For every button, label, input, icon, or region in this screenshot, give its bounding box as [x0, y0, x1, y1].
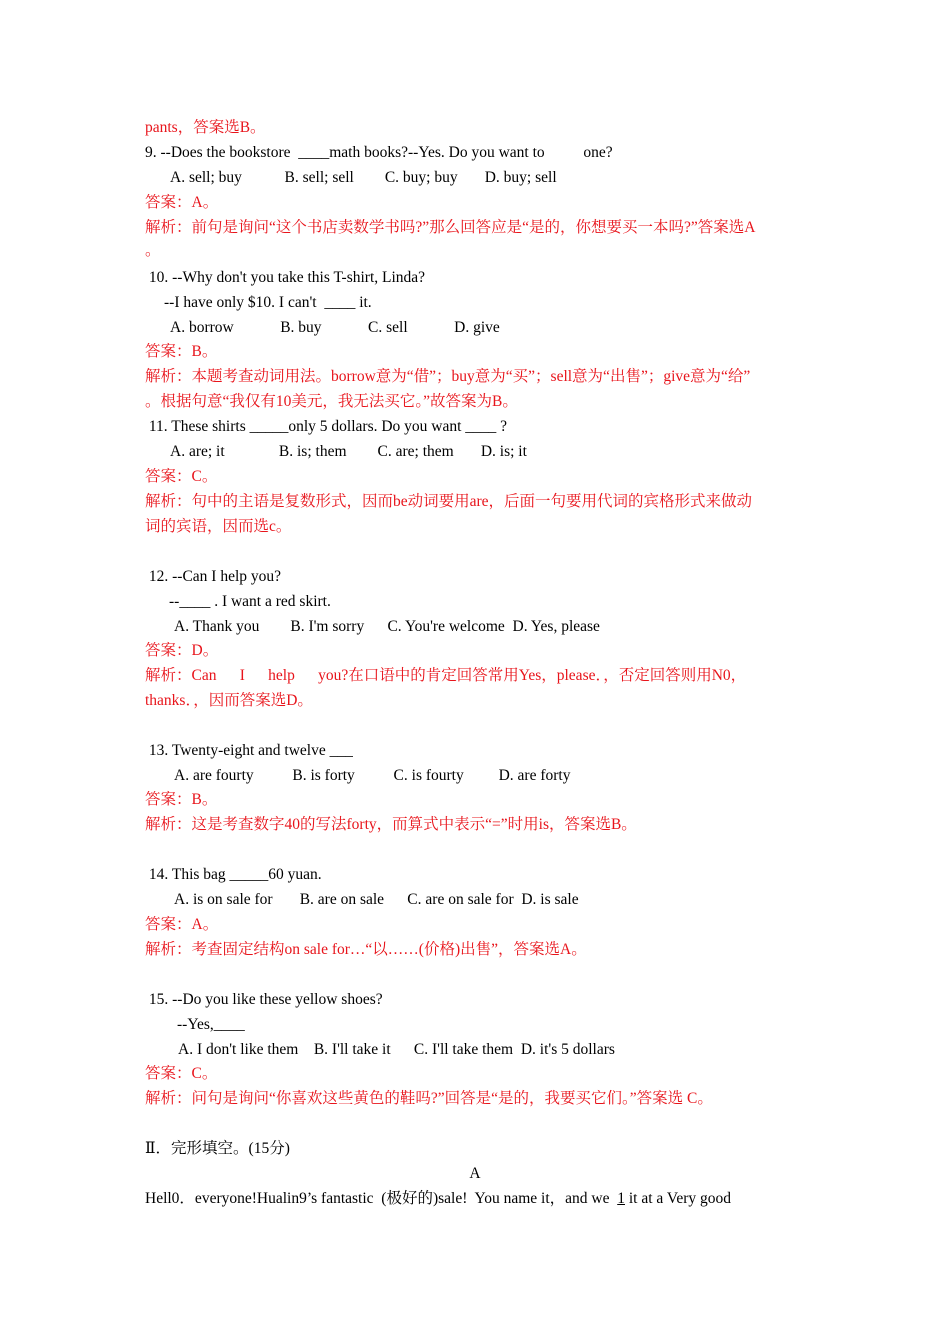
question-9: 9. --Does the bookstore ____math books?--Yes. Do you want to one? [145, 144, 613, 161]
question-15-reply: --Yes,____ [177, 1016, 245, 1033]
question-14: 14. This bag _____60 yuan. [145, 866, 322, 883]
explanation-12-cont: thanks．，因而答案选D。 [145, 692, 313, 709]
answer-11: 答案：C。 [145, 468, 218, 485]
answer-12: 答案：D。 [145, 642, 219, 659]
question-12-options: A. Thank you B. I'm sorry C. You're welcome D. Yes, please [174, 618, 600, 635]
answer-10: 答案：B。 [145, 343, 218, 360]
question-10-options: A. borrow B. buy C. sell D. give [170, 319, 500, 336]
answer-14: 答案：A。 [145, 916, 219, 933]
explanation-13: 解析：这是考查数字40的写法forty，而算式中表示“=”时用is，答案选B。 [145, 816, 637, 833]
question-12: 12. --Can I help you? [145, 568, 282, 585]
explanation-15: 解析：问句是询问“你喜欢这些黄色的鞋吗?”回答是“是的，我要买它们。”答案选 C。 [145, 1090, 713, 1107]
explanation-14: 解析：考查固定结构on sale for…“以……(价格)出售”，答案选A。 [145, 941, 587, 958]
question-13: 13. Twenty-eight and twelve ___ [145, 742, 353, 759]
question-11-options: A. are; it B. is; them C. are; them D. is; it [170, 443, 527, 460]
explanation-10: 解析：本题考查动词用法。borrow意为“借”；buy意为“买”；sell意为“出售”；give意为“给” [145, 368, 751, 385]
question-15-options: A. I don't like them B. I'll take it C. I'll take them D. it's 5 dollars [178, 1041, 615, 1058]
explanation-12: 解析：Can I help you?在口语中的肯定回答常用Yes，please．，否定回答则用N0， [145, 667, 747, 684]
blank-1: 1 [617, 1190, 625, 1207]
section-heading-cloze: Ⅱ．完形填空。(15分) [145, 1140, 290, 1157]
answer-15: 答案：C。 [145, 1065, 218, 1082]
explanation-9: 解析：前句是询问“这个书店卖数学书吗?”那么回答应是“是的，你想要买一本吗?”答案选A [145, 219, 756, 236]
passage-text-start: Hell0．everyone!Hualin9’s fantastic (极好的)sale! You name it，and we [145, 1190, 618, 1207]
explanation-11: 解析：句中的主语是复数形式，因而be动词要用are，后面一句要用代词的宾格形式来做动 [145, 493, 753, 510]
question-15: 15. --Do you like these yellow shoes? [145, 991, 383, 1008]
question-14-options: A. is on sale for B. are on sale C. are on sale for D. is sale [174, 891, 579, 908]
answer-13: 答案：B。 [145, 791, 218, 808]
answer-9: 答案：A。 [145, 194, 219, 211]
explanation-11-cont: 词的宾语，因而选c。 [145, 518, 292, 535]
explanation-tail: pants，答案选B。 [145, 119, 266, 136]
question-10-reply: --I have only $10. I can't ____ it. [164, 294, 372, 311]
question-12-reply: --____ . I want a red skirt. [169, 593, 331, 610]
passage-text-end: it at a Very good [624, 1190, 732, 1207]
question-10: 10. --Why don't you take this T-shirt, Linda? [145, 269, 426, 286]
question-9-options: A. sell; buy B. sell; sell C. buy; buy D. buy; sell [170, 169, 557, 186]
explanation-10-cont: 。根据句意“我仅有10美元，我无法买它。”故答案为B。 [145, 393, 518, 410]
explanation-9-cont: 。 [145, 242, 161, 259]
question-13-options: A. are fourty B. is forty C. is fourty D. are forty [174, 767, 571, 784]
passage-a-line-1 [145, 1189, 731, 1209]
passage-label-a: A [469, 1165, 481, 1182]
question-11: 11. These shirts _____only 5 dollars. Do you want ____ ? [145, 418, 508, 435]
